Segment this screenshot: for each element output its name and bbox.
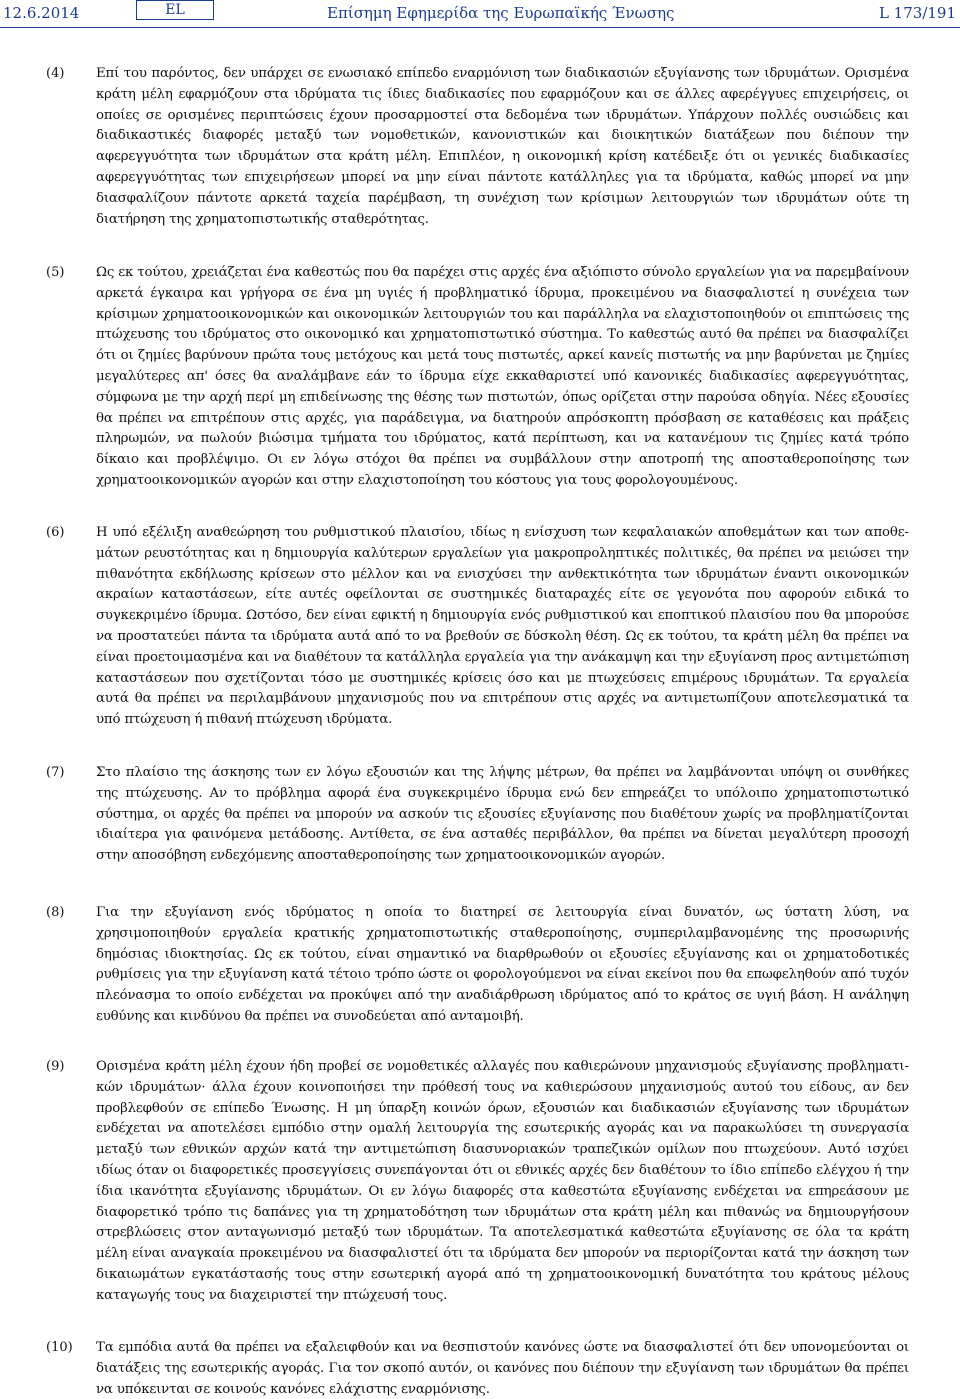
recital-text: Τα εμπόδια αυτά θα πρέπει να εξαλειφθούν και να θεσπιστούν κανόνες ώστε να διασφαλιστεί ότι δεν υπονομεύονται οι διατάξεις της εσωτερικής αγοράς. Για τον σκοπό αυτόν, οι κανόνες που διέπουν την εξυγίανση των ιδρυμάτων θα πρέπει να υπόκεινται σε κοινούς κανόνες ελάχιστης εναρμόνισης. [96,1340,909,1397]
header-rule [0,27,960,28]
recital-text: Επί του παρόντος, δεν υπάρχει σε ενωσιακό επίπεδο εναρμόνιση των διαδικασιών εξυγίανσης των ιδρυμάτων. Ορισμένα κράτη μέλη εφαρμόζουν στα ιδρύματα τις ίδιες διαδικασίες που εφαρμόζουν και σε άλλες αφερέγγυες επιχειρήσεις, οι οποίες σε ορισμένες περιπτώσεις έχουν προσαρμοστεί στα δεδομένα των ιδρυμάτων. Υπάρχουν πολλές ουσιώδεις και διαδικαστικές διαφορές μεταξύ των νομοθετικών, κανονιστικών και διοικητικών διατάξεων που διέπουν την αφερεγγυότητα των ιδρυμάτων στα κράτη μέλη. Επιπλέον, η οικονομική κρίση κατέδειξε ότι οι γενικές διαδικασίες αφερεγγυότητας των επιχειρήσεων μπορεί να μην είναι πάντοτε κατάλληλες για τα ιδρύματα, καθώς μπορεί να μην διασφαλίζουν πάντοτε αρκετά ταχεία παρέμβαση, τη συνέχιση των κρίσιμων λειτουργιών των ιδρυμάτων ούτε τη διατήρηση της χρηματοπιστωτικής σταθερότητας. [96,66,909,227]
recital-text: Στο πλαίσιο της άσκησης των εν λόγω εξουσιών και της λήψης μέτρων, θα πρέπει να λαμβάνονται υπόψη οι συνθήκες της πτώχευσης. Αν το πρόβλημα αφορά ένα συγκεκριμένο ίδρυμα ενώ δεν επηρεάζει το υπόλοιπο χρηματοπιστωτικό σύστημα, οι αρχές θα πρέπει να μπορούν να ασκούν τις εξουσίες εξυγίανσης που διαθέτουν χωρίς να προβληματίζονται ιδιαίτερα για φαινόμενα μετάδοσης. Αντίθετα, σε ένα ασταθές περιβάλλον, θα πρέπει να δίνεται μεγαλύτερη προσοχή στην αποσόβηση ενδεχόμενης αποσταθεροποίησης των χρηματοοικονομικών αγορών. [96,765,909,864]
recital-number: (7) [46,765,65,780]
recital-text: Ορισμένα κράτη μέλη έχουν ήδη προβεί σε νομοθετικές αλλαγές που καθιερώνουν μηχανισμούς εξυγίανσης προβληματικών ιδρυμάτων· άλλα έχουν κοινοποιήσει την πρόθεσή τους να καθιερώσουν μηχανισμούς αυτού του είδους, αν δεν προβλεφθούν σε επίπεδο Ένωσης. Η μη ύπαρξη κοινών όρων, εξουσιών και διαδικασιών εξυγίανσης των ιδρυμάτων ενδέχεται να αποτελέσει εμπόδιο στην ομαλή λειτουργία της εσωτερικής αγοράς και να παρακωλύσει τη συνεργασία μεταξύ των εθνικών αρχών κατά την αντιμετώπιση διασυνοριακών τραπεζικών ομίλων που πτωχεύουν. Αυτό ισχύει ιδίως όταν οι διαφορετικές προσεγγίσεις συνεπάγονται ότι οι εθνικές αρχές δεν διαθέτουν το ίδιο επίπεδο ελέγχου ή την ίδια ικανότητα εξυγίανσης ιδρυμάτων. Οι εν λόγω διαφορές στα καθεστώτα εξυγίανσης ενδέχεται να επηρεάσουν με διαφορετικό τρόπο τις δαπάνες για τη χρηματοδότηση των ιδρυμάτων στα κράτη μέλη και πιθανώς να δημιουργήσουν στρεβλώσεις στον ανταγωνισμό μεταξύ των ιδρυμάτων. Τα αποτελεσματικά καθεστώτα εξυγίανσης σε όλα τα κράτη μέλη είναι αναγκαία προκειμένου να διασφαλιστεί ότι τα ιδρύματα δεν μπορούν να περιορίζονται κατά την άσκηση των δικαιωμάτων εγκατάστασής τους στην εσωτερική αγορά από τη χρηματοοικονομική δυνατότητα του κράτους μέλους καταγωγής τους να διαχειριστεί την πτώχευσή τους. [96,1059,909,1303]
recital-number: (10) [46,1340,73,1355]
recital-text: Ως εκ τούτου, χρειάζεται ένα καθεστώς που θα παρέχει στις αρχές ένα αξιόπιστο σύνολο εργαλείων για να παρεμβαίνουν αρκετά έγκαιρα και γρήγορα σε ένα μη υγιές ή προβληματικό ίδρυμα, προκειμένου να διασφαλιστεί η συνέχεια των κρίσιμων χρηματοοικονομικών και οικονομικών λειτουργιών του και παράλληλα να ελαχιστοποιηθούν οι επιπτώσεις της πτώχευσης του ιδρύματος στο οικονομικό και χρηματοπιστωτικό σύστημα. Το καθεστώς αυτό θα πρέπει να διασφαλίζει ότι οι ζημίες βαρύνουν πρώτα τους μετόχους και μετά τους πιστωτές, αρκεί κανείς πιστωτής να μην βαρύνεται με ζημίες μεγαλύτερες απ' όσες θα αναλάμβανε εάν το ίδρυμα είχε εκκαθαριστεί υπό κανονικές διαδικασίες αφερεγγυότητας, σύμφωνα με την αρχή περί μη επιδείνωσης της θέσης των πιστωτών, όπως ορίζεται στην παρούσα οδηγία. Νέες εξουσίες θα πρέπει να επιτρέπουν στις αρχές, για παράδειγμα, να διατηρούν απρόσκοπτη πρόσβαση σε καταθέσεις και πράξεις πληρωμών, να πωλούν βιώσιμα τμήματα του ιδρύματος, κατά περίπτωση, και να κατανέμουν τις ζημίες κατά τρόπο δίκαιο και προβλέψιμο. Οι εν λόγω στόχοι θα πρέπει να συμβάλλουν στην αποτροπή της αποσταθεροποίησης των χρηματοοικονομικών αγορών και στην ελαχιστοποίηση του κόστους για τους φορολογουμένους. [96,265,909,488]
language-code-box: EL [136,0,214,20]
publication-date: 12.6.2014 [3,4,80,22]
recital-number: (4) [46,66,65,81]
journal-title: Επίσημη Εφημερίδα της Ευρωπαϊκής Ένωσης [327,4,675,22]
recital-number: (6) [46,525,65,540]
recital-number: (9) [46,1059,65,1074]
recital-number: (8) [46,905,65,920]
page-header [0,0,960,28]
recital-text: Η υπό εξέλιξη αναθεώρηση του ρυθμιστικού πλαισίου, ιδίως η ενίσχυση των κεφαλαιακών αποθεμάτων και των αποθεμάτων ρευστότητας και η δημιουργία καλύτερων εργαλείων για μακροπροληπτικές πολιτικές, θα πρέπει να μειώσει την πιθανότητα εκδήλωσης κρίσεων στο μέλλον και να ενισχύσει την ανθεκτικότητα των ιδρυμάτων έναντι οικονομικών ακραίων καταστάσεων, είτε αυτές οφείλονται σε συστημικές διαταραχές είτε σε γεγονότα που αφορούν ειδικά το συγκεκριμένο ίδρυμα. Ωστόσο, δεν είναι εφικτή η δημιουργία ενός ρυθμιστικού και εποπτικού πλαισίου που θα μπορούσε να προστατεύει πάντα τα ιδρύματα αυτά από το να βρεθούν σε δύσκολη θέση. Ως εκ τούτου, τα κράτη μέλη θα πρέπει να είναι προετοιμασμένα και να διαθέτουν τα κατάλληλα εργαλεία για την ανάκαμψη και την εξυγίανση προς αντιμετώπιση καταστάσεων που σχετίζονται τόσο με συστημικές κρίσεις όσο και με πτωχεύσεις επιμέρους ιδρυμάτων. Τα εργαλεία αυτά θα πρέπει να περιλαμβάνουν μηχανισμούς που να επιτρέπουν στις αρχές να αντιμετωπίζουν αποτελεσματικά τα υπό πτώχευση ή πιθανή πτώχευση ιδρύματα. [96,525,909,728]
page-reference: L 173/191 [878,4,956,22]
recital-number: (5) [46,265,65,280]
recital-text: Για την εξυγίανση ενός ιδρύματος η οποία το διατηρεί σε λειτουργία είναι δυνατόν, ως ύστατη λύση, να χρησιμοποιηθούν εργαλεία κρατικής χρηματοπιστωτικής σταθεροποίησης, συμπεριλαμβανομένης της προσωρινής δημόσιας ιδιοκτησίας. Ως εκ τούτου, είναι σημαντικό να διαρθρωθούν οι εξουσίες εξυγίανσης και οι χρηματοδοτικές ρυθμίσεις για την εξυγίανση κατά τέτοιο τρόπο ώστε οι φορολογούμενοι να είναι εκείνοι που θα επωφεληθούν από τυχόν πλεόνασμα το οποίο ενδέχεται να προκύψει από την αναδιάρθρωση ιδρύματος από το κράτος σε υγιή βάση. Η ανάληψη ευθύνης και κινδύνου θα πρέπει να συνοδεύεται από ανταμοιβή. [96,905,909,1024]
